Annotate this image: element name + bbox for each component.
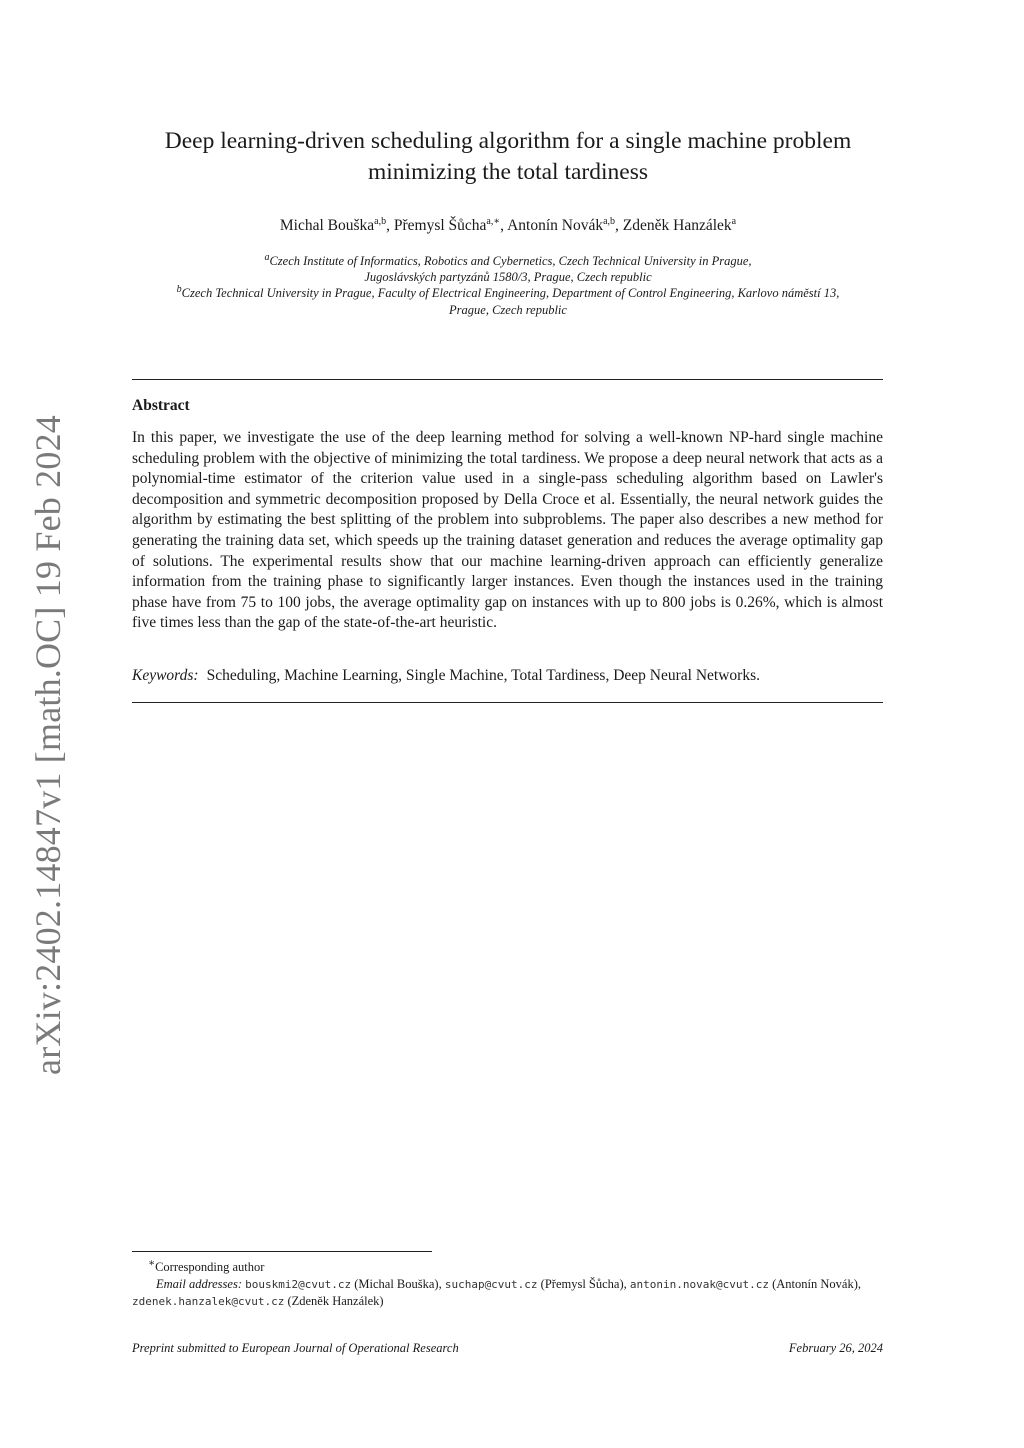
- affiliation-a-line-1: $^a$Czech Institute of Informatics, Robotics and Cybernetics, Czech Technical University in Prague,: [264, 251, 752, 268]
- affiliation-a-line-2: Jugoslávských partyzánů 1580/3, Prague, Czech republic: [364, 270, 652, 285]
- affiliations: [132, 253, 884, 318]
- title-line-2: minimizing the total tardiness: [368, 159, 648, 185]
- author-list: [132, 216, 884, 236]
- abstract-heading: Abstract: [132, 397, 190, 414]
- email-link[interactable]: suchap@cvut.cz: [444, 1277, 538, 1291]
- email-link[interactable]: zdenek.hanzalek@cvut.cz: [132, 1295, 285, 1309]
- footnote-rule: [132, 1251, 432, 1252]
- author: Zdeněk Hanzálek$^a$: [622, 215, 737, 234]
- author: Antonín Novák$^{a,b}$,: [507, 215, 623, 234]
- email-label: Email addresses:: [156, 1276, 242, 1291]
- keywords-text: Scheduling, Machine Learning, Single Machine, Total Tardiness, Deep Neural Networks.: [206, 667, 760, 684]
- arxiv-side-stamp: arXiv:2402.14847v1 [math.OC] 19 Feb 2024: [28, 415, 68, 1075]
- footer-date: February 26, 2024: [788, 1341, 883, 1355]
- author: Michal Bouška$^{a,b}$,: [279, 215, 394, 234]
- abstract-top-rule: [132, 379, 883, 380]
- email-link[interactable]: bouskmi2@cvut.cz: [245, 1277, 352, 1291]
- paper-title: [132, 126, 884, 188]
- affiliation-b-line-2: Prague, Czech republic: [449, 302, 567, 317]
- email-link[interactable]: antonin.novak@cvut.cz: [629, 1277, 769, 1291]
- footer-preprint-note: Preprint submitted to European Journal of Operational Research: [132, 1341, 459, 1355]
- footnote: [132, 1256, 883, 1311]
- keywords-label: Keywords:: [132, 667, 199, 684]
- email-addresses: Email addresses: bouskmi2@cvut.cz (Michal Bouška), suchap@cvut.cz (Přemysl Šůcha), antonin.novak@cvut.cz (Antonín Novák), zdenek.hanzalek@cvut.cz (Zdeněk Hanzálek): [132, 1276, 861, 1309]
- author: Přemysl Šůcha$^{a,∗}$,: [393, 215, 508, 234]
- corresponding-author-note: ∗Corresponding author: [148, 1258, 265, 1275]
- abstract-body: In this paper, we investigate the use of the deep learning method for solving a well-known NP-hard single machine scheduling problem with the objective of minimizing the total tardiness. We propose a deep neural network that acts as a polynomial-time estimator of the criterion value used in a single-pass scheduling algorithm based on Lawler's decomposition and symmetric decomposition proposed by Della Croce et al. Essentially, the neural network guides the algorithm by estimating the best splitting of the problem into subproblems. The paper also describes a new method for generating the training data set, which speeds up the training dataset generation and reduces the average optimality gap of solutions. The experimental results show that our machine learning-driven approach can efficiently generalize information from the training phase to significantly larger instances. Even though the instances used in the training phase have from 75 to 100 jobs, the average optimality gap on instances with up to 800 jobs is 0.26%, which is almost five times less than the gap of the state-of-the-art heuristic.: [132, 429, 883, 632]
- title-line-1: Deep learning-driven scheduling algorithm for a single machine problem: [164, 128, 852, 154]
- affiliation-b-line-1: $^b$Czech Technical University in Prague, Faculty of Electrical Engineering, Department of Control Engineering, Karlovo náměstí 13,: [176, 284, 840, 301]
- abstract-bottom-rule: [132, 702, 883, 703]
- keywords: [132, 666, 883, 686]
